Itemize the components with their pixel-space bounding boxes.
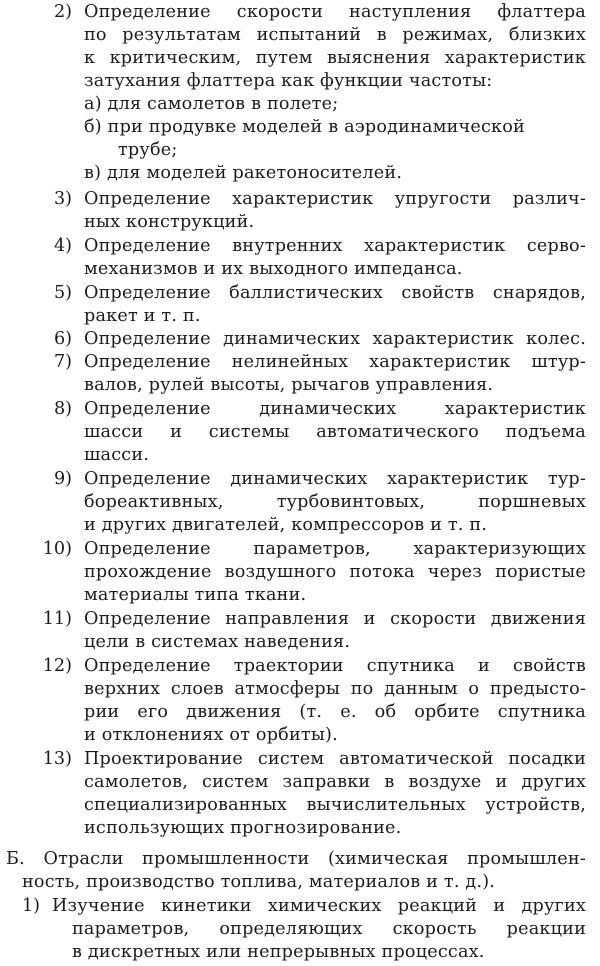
item-number: 6) — [53, 329, 72, 349]
item-line: ных конструкций. — [84, 212, 255, 232]
item-number: 4) — [53, 236, 72, 256]
item-line: механизмов и их выходного импеданса. — [84, 259, 463, 279]
item-line: цели в системах наведения. — [84, 632, 351, 652]
item-line: и отклонениях от орбиты). — [84, 725, 338, 745]
item-number: 13) — [42, 749, 72, 769]
item-number: 10) — [42, 539, 72, 559]
section-heading: ность, производство топлива, материалов и т. д.). — [22, 872, 496, 892]
sub-item-line: б) при продувке моделей в аэродинамической — [84, 117, 525, 137]
item-line: Определение характеристик упругости различ- — [84, 189, 586, 209]
item-number: 8) — [53, 399, 72, 419]
item-line: Определение динамических характеристик тур- — [84, 469, 586, 489]
item-line: валов, рулей высоты, рычагов управления. — [84, 375, 494, 395]
sub-item-line: в) для моделей ракетоносителей. — [84, 163, 403, 183]
item-number: 12) — [42, 656, 72, 676]
item-number: 2) — [53, 2, 72, 22]
item-line: Определение направления и скорости движения — [84, 609, 586, 629]
item-number: 9) — [53, 469, 72, 489]
sub-item-line: а) для самолетов в полете; — [84, 94, 339, 114]
item-line: шасси и системы автоматического подъема — [84, 422, 586, 442]
item-line: параметров, определяющих скорость реакции — [72, 919, 586, 939]
sub-item-line: трубе; — [118, 140, 178, 160]
item-number: 3) — [53, 189, 72, 209]
item-line: затухания флаттера как функции частоты: — [84, 71, 493, 91]
item-line: ракет и т. п. — [84, 306, 201, 326]
item-number: 1) — [21, 896, 40, 916]
item-line: Определение внутренних характеристик серво- — [84, 236, 586, 256]
item-line: Изучение кинетики химических реакций и других — [52, 896, 586, 916]
item-line: использующих прогнозирование. — [84, 818, 402, 838]
item-number: 7) — [53, 352, 72, 372]
item-number: 5) — [53, 283, 72, 303]
item-line: Определение динамических характеристик — [84, 399, 586, 419]
section-heading: Б. Отрасли промышленности (химическая промышлен- — [6, 849, 586, 869]
item-number: 11) — [42, 609, 72, 629]
item-line: Определение траектории спутника и свойств — [84, 656, 586, 676]
item-line: материалы типа ткани. — [84, 585, 307, 605]
item-line: рии его движения (т. е. об орбите спутника — [84, 702, 586, 722]
item-line: специализированных вычислительных устройств, — [84, 795, 586, 815]
item-line: и других двигателей, компрессоров и т. п. — [84, 515, 488, 535]
item-line: прохождение воздушного потока через пористые — [84, 562, 586, 582]
item-line: Проектирование систем автоматической посадки — [84, 749, 586, 769]
item-line: шасси. — [84, 445, 150, 465]
item-line: самолетов, систем заправки в воздухе и других — [84, 772, 586, 792]
item-line: Определение нелинейных характеристик штур- — [84, 352, 586, 372]
item-line: Определение баллистических свойств снарядов, — [84, 283, 586, 303]
item-line: Определение параметров, характеризующих — [84, 539, 586, 559]
item-line: верхних слоев атмосферы по данным о предысто- — [84, 679, 586, 699]
item-line: Определение динамических характеристик колес. — [84, 329, 586, 349]
item-line: бореактивных, турбовинтовых, поршневых — [84, 492, 586, 512]
item-line: в дискретных или непрерывных процессах. — [72, 942, 485, 962]
item-line: по результатам испытаний в режимах, близких — [84, 25, 586, 45]
item-line: к критическим, путем выяснения характеристик — [84, 48, 586, 68]
item-line: Определение скорости наступления флаттера — [84, 2, 586, 22]
